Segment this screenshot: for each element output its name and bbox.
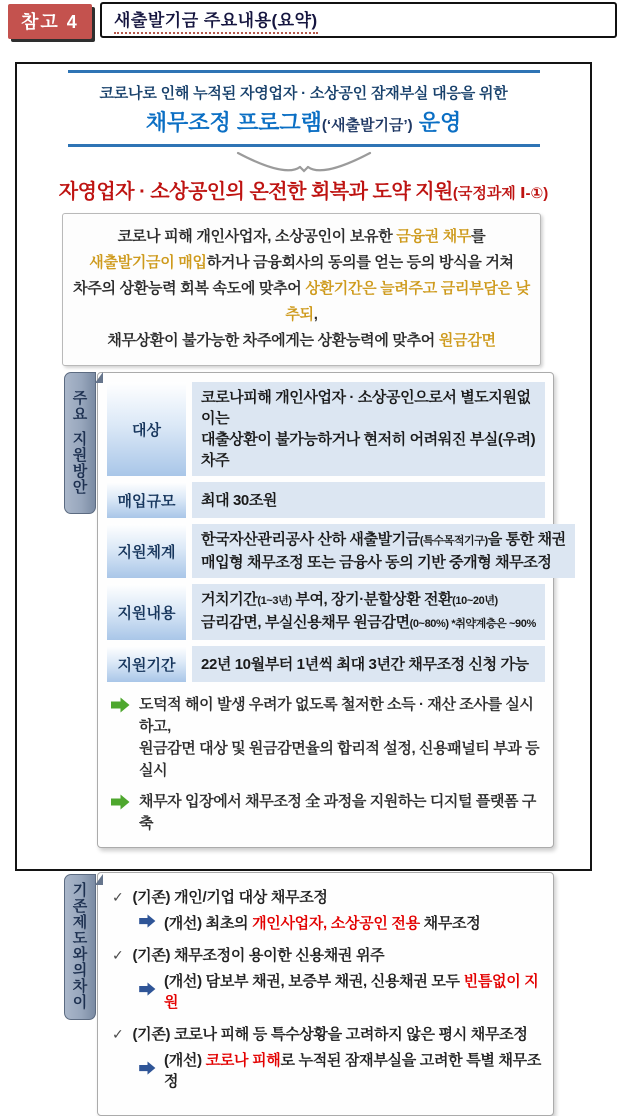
diff-after-text [164,912,480,933]
summary-text: 하거나 금융회사의 동의를 얻는 등의 방식을 거쳐 [206,254,514,271]
section-tab-difference [64,874,96,1020]
summary-highlight: 새출발기금이 매입 [89,254,207,271]
row-text-small: (10~20년) [452,595,498,607]
top-title-row [0,0,623,46]
row-content-line: 코로나피해 개인사업자 · 소상공인으로서 별도지원없이는 [201,389,531,427]
row-label: 지원체계 [107,524,186,578]
table-row-purchase-size [107,482,545,518]
row-text: 부여, 장기·분할상환 전환 [291,591,453,608]
support-plan-box [97,372,566,848]
bullet-text [139,694,545,782]
diff-text-red: 개인사업자, 소상공인 전용 [252,915,420,932]
section-tab-difference-label: 기 존 제 도 와 의 차 이 [72,882,88,1011]
diff-text: (개선) [164,1052,206,1069]
summary-text: , [313,306,318,323]
row-content [192,584,545,640]
row-label: 지원기간 [107,646,186,682]
diff-before-line [112,944,543,965]
diff-after-text [164,970,543,1012]
document-title-box [100,2,617,38]
row-content [192,382,545,476]
summary-text: 채무상환이 불가능한 차주에게는 상환능력에 맞추어 [107,332,439,349]
green-arrow-icon [111,794,130,815]
summary-highlight: 금융권 채무 [396,228,472,245]
summary-line [67,250,536,276]
blue-arrow-icon [139,982,156,1000]
bullet-text [139,791,545,835]
row-text-small: (0~80%) [409,618,449,630]
row-label: 매입규모 [107,482,186,518]
main-content-frame [15,62,592,1090]
table-row-structure [107,524,566,578]
row-content-line: 최대 30조원 [201,491,278,509]
diff-text: 로 누적된 잠재부실을 고려한 특별 채무조정 [164,1052,542,1090]
goal-title-tag: (국정과제 Ⅰ-①) [452,185,549,202]
diff-text-red: 코로나 피해 [205,1052,281,1069]
row-label: 지원내용 [107,584,186,640]
table-row-period [107,646,545,682]
summary-line [67,276,536,328]
row-content-line: 22년 10월부터 1년씩 최대 3년간 채무조정 신청 가능 [201,655,529,673]
row-text: 거치기간 [201,591,258,608]
diff-before-text: (기존) 채무조정이 용이한 신용채권 위주 [132,947,385,964]
row-content-line [201,589,536,612]
diff-after-line [139,912,543,933]
bullet-item [111,694,545,782]
row-content [192,646,545,682]
summary-highlight: 원금감면 [438,332,496,349]
diff-text: (개선) 최초의 [164,915,253,932]
reference-badge: 참고 4 [8,4,92,39]
table-row-contents [107,584,545,640]
summary-line [67,224,536,250]
section-support-plan [17,372,590,848]
row-text: 금리감면, 부실신용채무 원금감면 [201,614,410,631]
row-text: 을 통한 채권 [487,531,566,548]
row-content-line [201,612,536,635]
summary-line [67,328,536,354]
program-header-line1: 코로나로 인해 누적된 자영업자 · 소상공인 잠재부실 대응을 위한 [99,85,508,102]
bullet-line: 도덕적 해이 발생 우려가 없도록 철저한 소득 · 재산 조사를 실시하고, [139,696,534,735]
row-text-small: (특수목적기구) [419,535,488,547]
table-row-target [107,382,545,476]
diff-text: (개선) 담보부 채권, 보증부 채권, 신용채권 모두 [164,973,464,990]
check-icon: ✓ [112,1026,124,1042]
summary-text: 코로나 피해 개인사업자, 소상공인이 보유한 [117,228,397,245]
diff-before-line [112,886,543,907]
row-content [192,524,575,578]
goal-title-text: 자영업자 · 소상공인의 온전한 회복과 도약 지원 [58,181,453,203]
blue-arrow-icon [139,914,156,932]
section-difference [17,872,590,1116]
blue-arrow-icon [139,1061,156,1079]
diff-after-line [139,970,543,1012]
document-title: 새출발기금 주요내용(요약) [114,6,318,34]
row-content-line: 대출상환이 불가능하거나 현저히 어려워진 부실(우려)차주 [201,431,536,469]
program-header [17,70,590,147]
section-tab-support [64,372,96,514]
diff-after-line [139,1049,543,1091]
diff-text: 채무조정 [419,915,481,932]
row-content-line [201,529,566,552]
section-tab-support-label: 주 요 지 원 방 안 [72,389,88,496]
blue-rule-top [68,70,540,73]
program-name: 채무조정 프로그램 [145,110,322,135]
diff-before-line [112,1023,543,1044]
program-name-paren: (‘새출발기금’) [321,117,413,134]
summary-text: 를 [471,228,486,245]
program-summary-box [62,213,541,366]
chevron-down-icon [17,150,590,174]
goal-title [17,175,590,204]
diff-item [112,1023,543,1091]
diff-after-text [164,1049,543,1091]
summary-text: 차주의 상환능력 회복 속도에 맞추어 [73,280,306,297]
green-arrow-icon [111,697,130,718]
row-text-small: (1~3년) [257,595,292,607]
diff-before-text: (기존) 코로나 피해 등 특수상황을 고려하지 않은 평시 채무조정 [132,1026,528,1043]
row-text: 한국자산관리공사 산하 새출발기금 [201,531,420,548]
check-icon: ✓ [112,889,124,905]
program-name-tail: 운영 [412,110,462,135]
program-header-line2 [17,106,590,137]
row-text-note: *취약계층은 ~90% [448,618,536,630]
row-content [192,482,545,518]
bullet-line: 채무자 입장에서 채무조정 全 과정을 지원하는 디지털 플랫폼 구축 [139,793,536,832]
blue-rule-bottom [68,144,540,147]
row-content-line: 매입형 채무조정 또는 금융사 동의 기반 중개형 채무조정 [201,554,552,571]
summary-highlight: 상환기간은 늘려주고 금리부담은 낮추되 [285,280,530,323]
check-icon: ✓ [112,947,124,963]
support-bullets [107,694,545,835]
row-label: 대상 [107,382,186,476]
bullet-item [111,791,545,835]
diff-item [112,886,543,933]
difference-box [97,872,554,1116]
diff-item [112,944,543,1012]
diff-text-red: 빈틈없이 지원 [164,973,539,1011]
bullet-line: 원금감면 대상 및 원금감면율의 합리적 설정, 신용패널티 부과 등 실시 [139,740,540,779]
diff-before-text: (기존) 개인/기업 대상 채무조정 [132,889,328,906]
